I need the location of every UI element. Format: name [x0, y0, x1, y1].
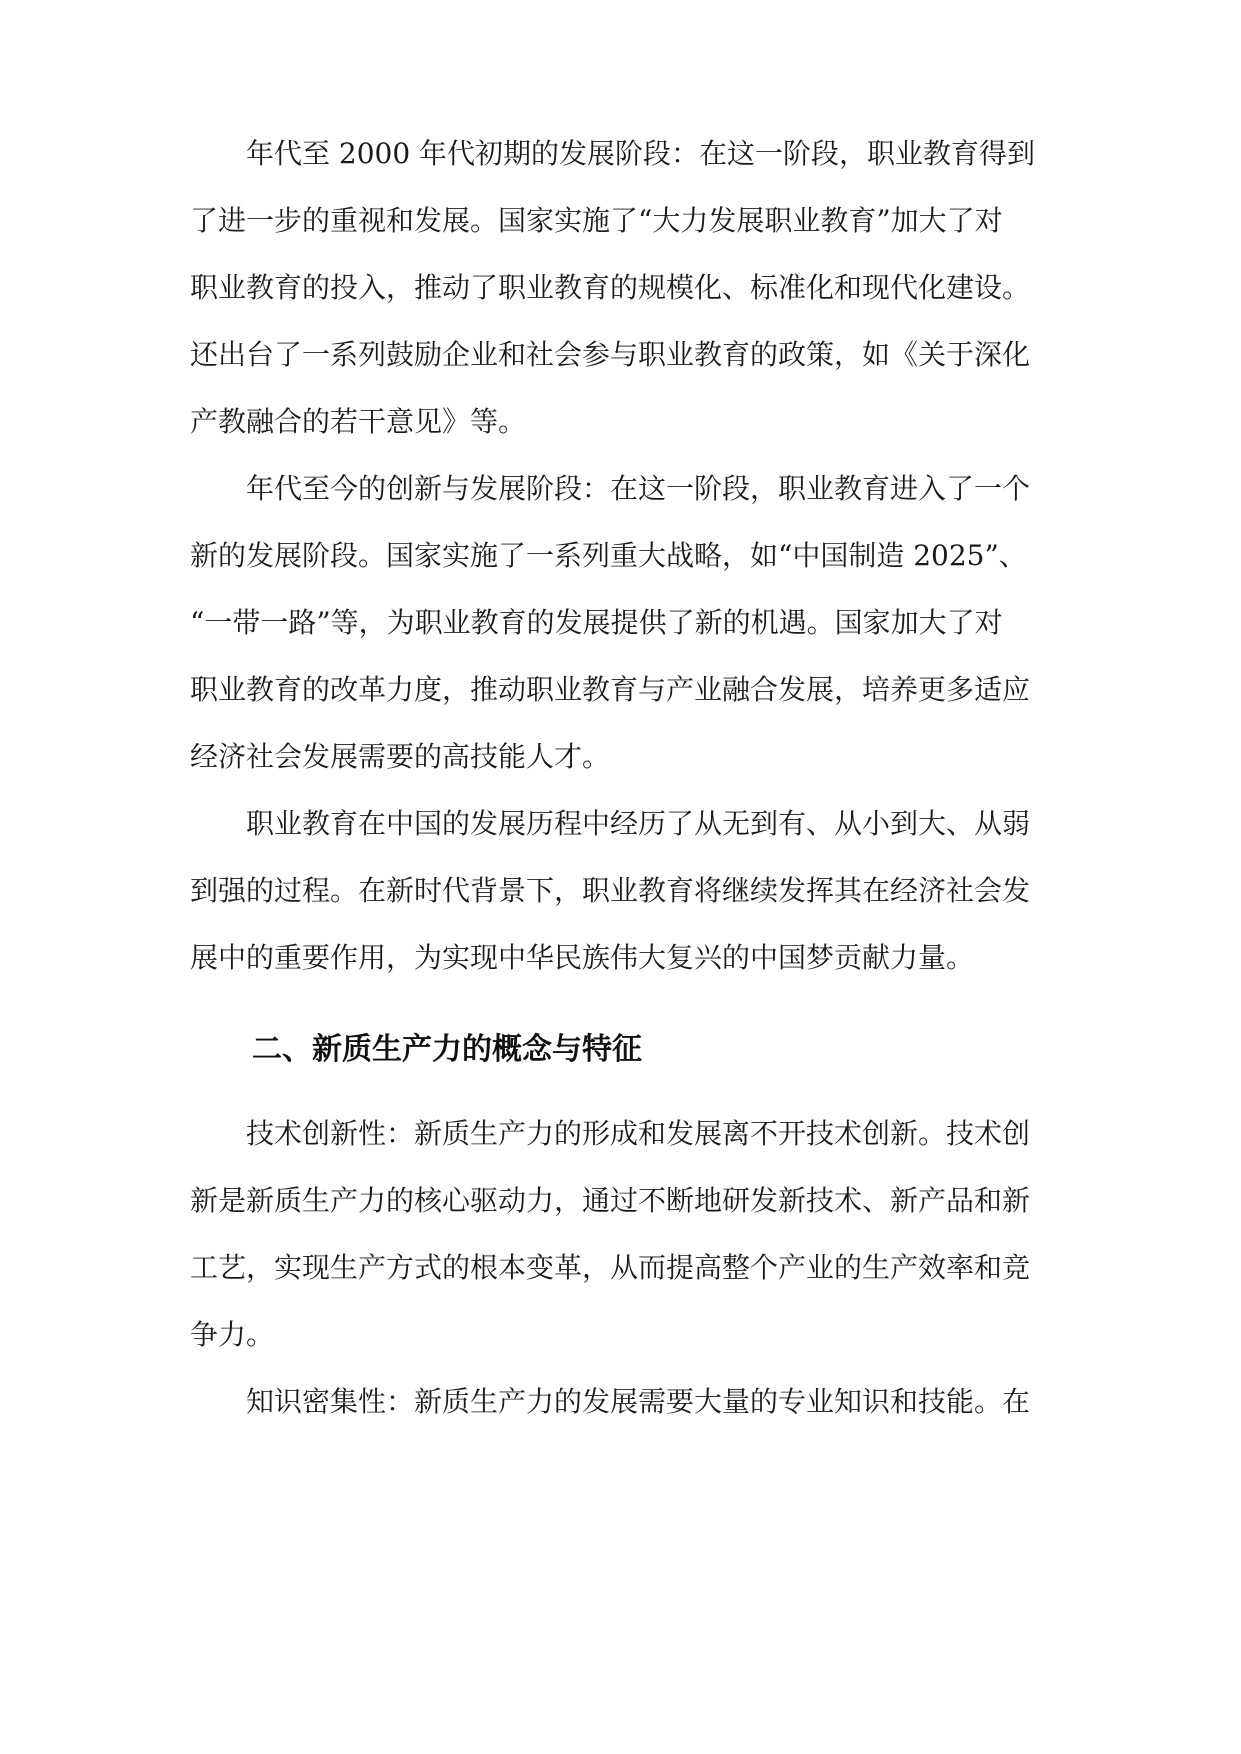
paragraph-3-line-3: 展中的重要作用，为实现中华民族伟大复兴的中国梦贡献力量。 [190, 941, 975, 974]
paragraph-2-line-5: 经济社会发展需要的高技能人才。 [190, 740, 611, 773]
paragraph-2-line-1: 年代至今的创新与发展阶段：在这一阶段，职业教育进入了一个 [246, 472, 1031, 505]
section-paragraph-2-line-1: 知识密集性：新质生产力的发展需要大量的专业知识和技能。在 [246, 1385, 1031, 1418]
paragraph-3-line-1: 职业教育在中国的发展历程中经历了从无到有、从小到大、从弱 [246, 807, 1031, 840]
section-paragraph-1-line-3: 工艺，实现生产方式的根本变革，从而提高整个产业的生产效率和竞 [190, 1251, 1031, 1284]
section-heading: 二、新质生产力的概念与特征 [252, 1032, 642, 1067]
paragraph-1-line-2: 了进一步的重视和发展。国家实施了“大力发展职业教育”加大了对 [190, 204, 1003, 237]
section-paragraph-1-line-4: 争力。 [190, 1318, 275, 1351]
paragraph-1-line-3: 职业教育的投入，推动了职业教育的规模化、标准化和现代化建设。 [190, 271, 1031, 304]
paragraph-2-line-3: “一带一路”等，为职业教育的发展提供了新的机遇。国家加大了对 [190, 606, 1003, 639]
paragraph-2-line-4: 职业教育的改革力度，推动职业教育与产业融合发展，培养更多适应 [190, 673, 1031, 706]
paragraph-2-line-2: 新的发展阶段。国家实施了一系列重大战略，如“中国制造 2025”、 [190, 539, 1027, 572]
paragraph-1-line-5: 产教融合的若干意见》等。 [190, 405, 527, 438]
section-paragraph-1-line-1: 技术创新性：新质生产力的形成和发展离不开技术创新。技术创 [246, 1117, 1031, 1150]
paragraph-3-line-2: 到强的过程。在新时代背景下，职业教育将继续发挥其在经济社会发 [190, 874, 1031, 907]
paragraph-1-line-4: 还出台了一系列鼓励企业和社会参与职业教育的政策，如《关于深化 [190, 338, 1031, 371]
paragraph-1-line-1: 年代至 2000 年代初期的发展阶段：在这一阶段，职业教育得到 [246, 137, 1036, 170]
section-paragraph-1-line-2: 新是新质生产力的核心驱动力，通过不断地研发新技术、新产品和新 [190, 1184, 1031, 1217]
